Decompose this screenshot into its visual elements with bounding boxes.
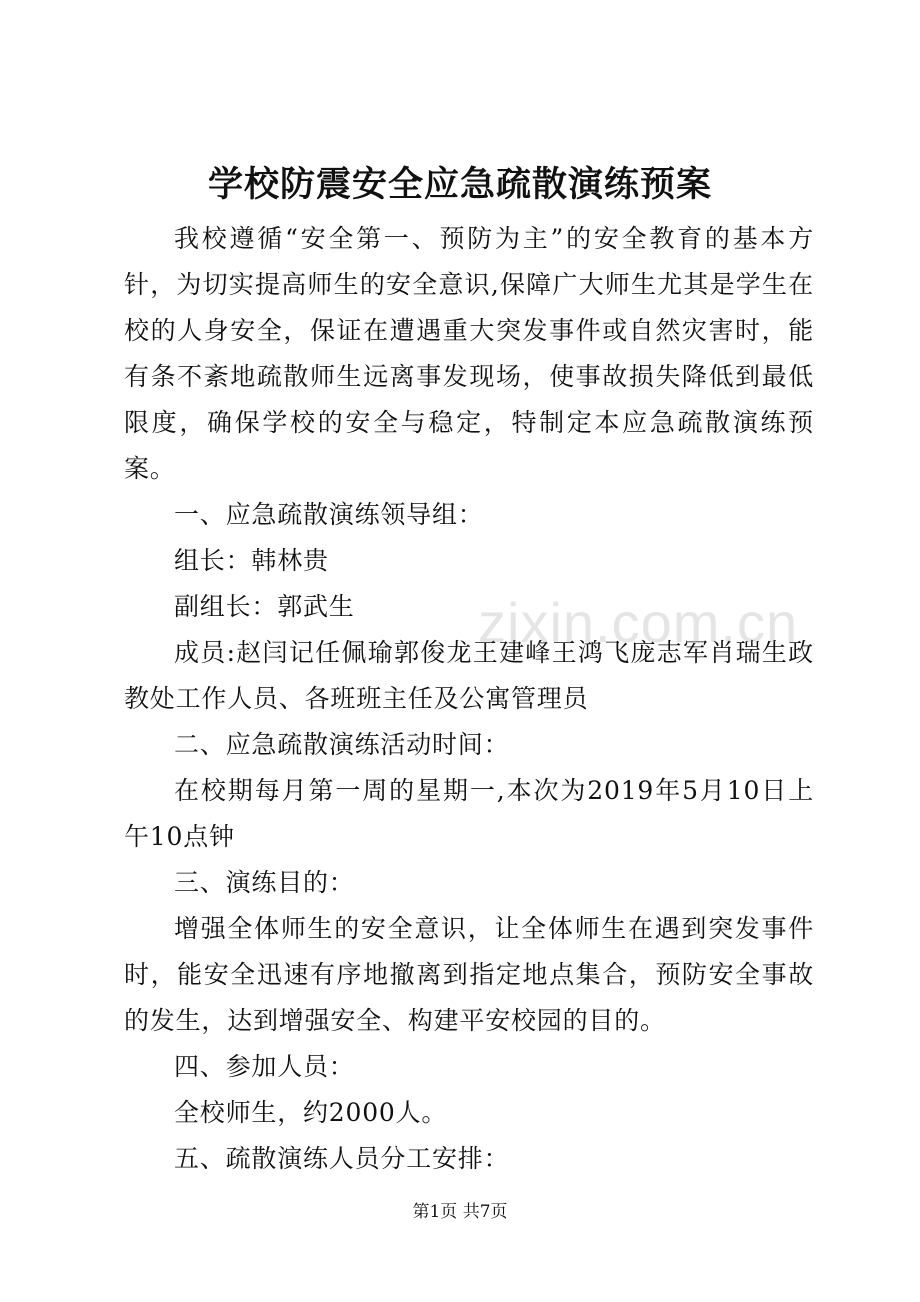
document-body xyxy=(124,216,814,1182)
paragraph-intro: 我校遵循“安全第一、预防为主”的安全教育的基本方针，为切实提高师生的安全意识,保障广大师生尤其是学生在校的人身安全，保证在遭遇重大突发事件或自然灾害时，能有条不紊地疏散师生远离事发现场，使事故损失降低到最低限度，确保学校的安全与稳定，特制定本应急疏散演练预案。 xyxy=(124,224,814,483)
section-heading-3: 三、演练目的： xyxy=(174,868,355,897)
section-heading-5: 五、疏散演练人员分工安排： xyxy=(174,1144,510,1173)
paragraph-participants: 全校师生，约2000人。 xyxy=(174,1098,448,1127)
page-footer: 第1页 共7页 xyxy=(412,1202,508,1222)
paragraph-deputy-leader: 副组长：郭武生 xyxy=(174,592,355,621)
paragraph-members: 成员:赵闫记任佩瑜郭俊龙王建峰王鸿飞庞志军肖瑞生政教处工作人员、各班班主任及公寓管理员 xyxy=(124,638,814,713)
section-heading-2: 二、应急疏散演练活动时间： xyxy=(174,730,510,759)
paragraph-time: 在校期每月第一周的星期一,本次为2019年5月10日上午10点钟 xyxy=(124,776,814,851)
paragraph-leader: 组长：韩林贵 xyxy=(174,546,329,575)
document-title: 学校防震安全应急疏散演练预案 xyxy=(207,164,712,205)
section-heading-1: 一、应急疏散演练领导组： xyxy=(174,500,484,529)
section-heading-4: 四、参加人员： xyxy=(174,1052,355,1081)
watermark: zixin.com.cn xyxy=(478,591,799,654)
paragraph-purpose: 增强全体师生的安全意识，让全体师生在遇到突发事件时，能安全迅速有序地撤离到指定地点集合，预防安全事故的发生，达到增强安全、构建平安校园的目的。 xyxy=(124,914,814,1035)
